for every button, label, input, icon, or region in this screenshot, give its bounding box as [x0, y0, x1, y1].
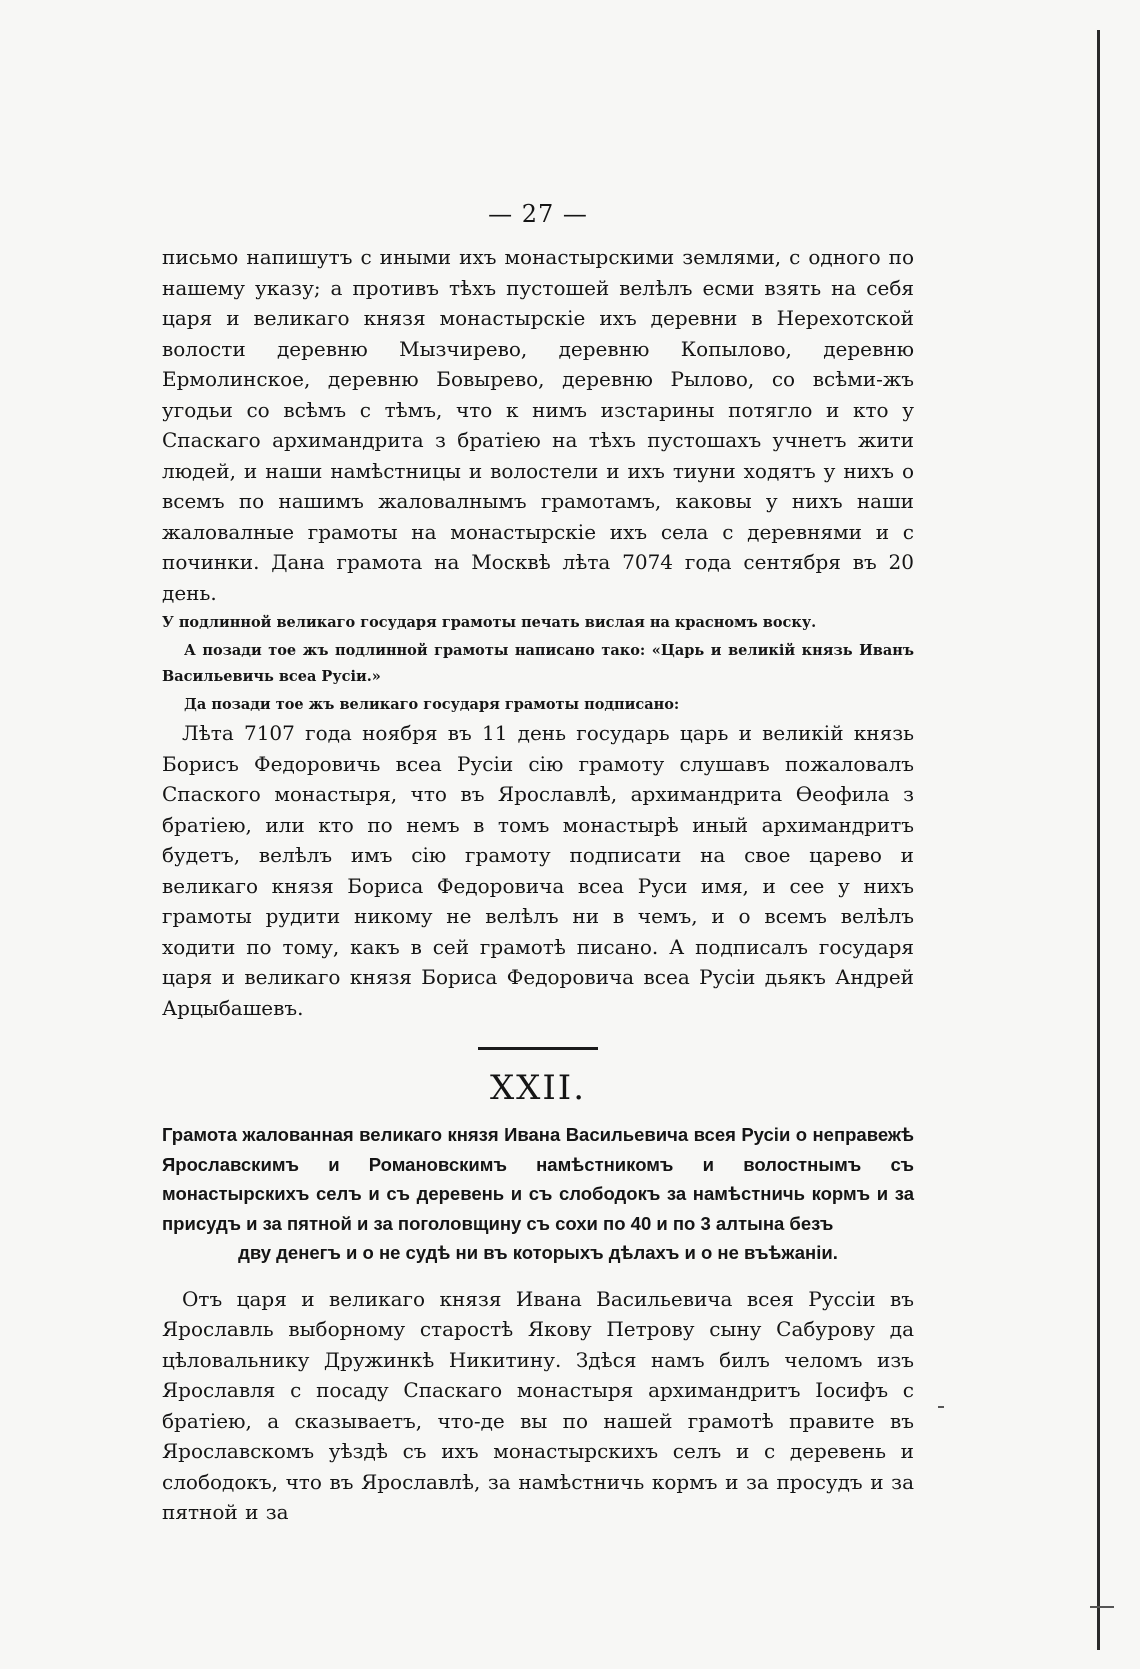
- section-divider: [478, 1047, 598, 1050]
- page-edge-mark: [938, 1406, 944, 1408]
- signature-note: Да позади тое жъ великаго государя грамоты подписано:: [184, 696, 680, 713]
- page-edge-line: [1097, 30, 1100, 1650]
- section-heading-last-line: дву денегъ и о не судѣ ни въ которыхъ дѣлахъ и о не въѣжаніи.: [238, 1242, 838, 1263]
- seal-note: У подлинной великаго государя грамоты печать вислая на красномъ воску.: [162, 614, 817, 631]
- page-number: — 27 —: [488, 200, 588, 228]
- charter-text: Отъ царя и великаго князя Ивана Васильевича всея Руссіи въ Ярославль выборному старостѣ Якову Петрову сыну Сабурову да цѣловальнику Дружинкѣ Никитину. Здѣся намъ билъ челомъ изъ Ярославля с посаду Спаскаго монастыря архимандритъ Іосифъ с братіею, а сказываетъ, что-де вы по нашей грамотѣ правите въ Ярославскомъ уѣздѣ съ ихъ монастырскихъ селъ и с деревень и слободокъ, что въ Ярославлѣ, за намѣстничь кормъ и за просудъ и за пятной и за: [162, 1286, 914, 1524]
- charter-text-continued: письмо напишутъ с иными ихъ монастырскими землями, с одного по нашему указу; а противъ тѣхъ пустошей велѣлъ есми взять на себя царя и великаго князя монастырскіе ихъ деревни в Нерехотской волости деревню Мызчирево, деревню Копылово, деревню Ермолинское, деревню Бовырево, деревню Рылово, со всѣми-жъ угодьи со всѣмъ с тѣмъ, что к нимъ изстарины потягло и кто у Спаскаго архимандрита з братіею на тѣхъ пустошахъ учнетъ жити людей, и наши намѣстницы и волостели и ихъ тиуни ходятъ у нихъ о всемъ по нашимъ жаловалнымъ грамотамъ, каковы у нихъ наши жаловалные грамоты на монастырскіе ихъ села с деревнями и с починки. Дана грамота на Москвѣ лѣта 7074 года сентября въ 20 день.: [162, 245, 914, 605]
- section-number: XXII.: [489, 1068, 587, 1108]
- reverse-note: А позади тое жъ подлинной грамоты написано тако: «Царь и великій князь Иванъ Васильевичь всеа Русіи.»: [162, 642, 914, 685]
- confirmation-text: Лѣта 7107 года ноября въ 11 день государь царь и великій князь Борисъ Федоровичь всеа Русіи сію грамоту слушавъ пожаловалъ Спаского монастыря, что въ Ярославлѣ, архимандрита Өеофила з братіею, или кто по немъ в томъ монастырѣ иный архимандритъ будетъ, велѣлъ имъ сію грамоту подписати на свое царево и великаго князя Бориса Федоровича всеа Руси имя, и сее у нихъ грамоты рудити никому не велѣлъ ни в чемъ, и о всемъ велѣлъ ходити по тому, какъ в сей грамотѣ писано. А подписалъ государя царя и великаго князя Бориса Федоровича всеа Русіи дьякъ Андрей Арцыбашевъ.: [162, 721, 914, 1020]
- document-page: [162, 200, 914, 1528]
- section-heading: Грамота жалованная великаго князя Ивана Васильевича всея Русіи о неправежѣ Ярославскимъ и Романовскимъ намѣстникомъ и волостнымъ съ монастырскихъ селъ и съ деревень и съ слободокъ за намѣстничь кормъ и за присудъ и за пятной и за поголовщину съ сохи по 40 и по 3 алтына безъ: [162, 1124, 914, 1234]
- page-edge-mark: [1090, 1606, 1114, 1608]
